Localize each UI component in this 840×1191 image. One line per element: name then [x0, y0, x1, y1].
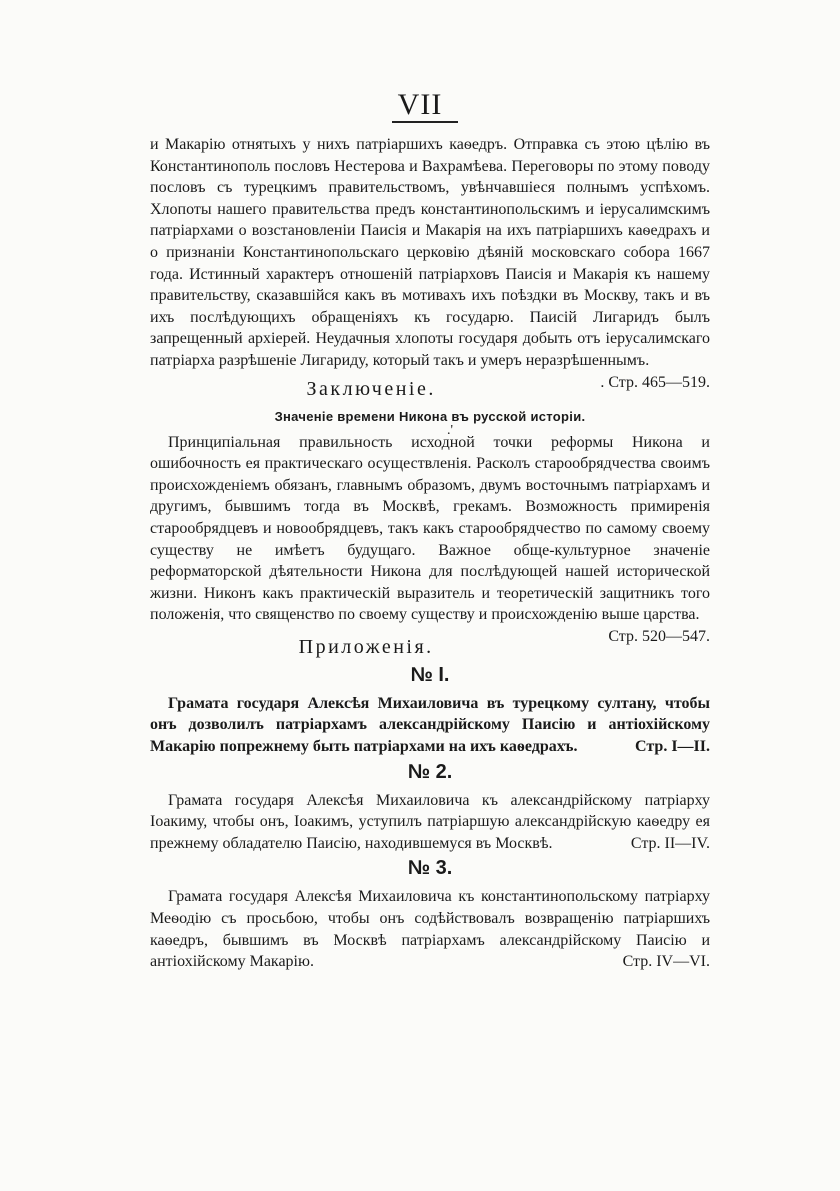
continuation-text: и Макарiю отнятыхъ у нихъ патрiаршихъ каѳедръ. Отправка съ этою цѣлiю въ Константинополь пословъ Нестерова и Вахрамѣева. Переговоры по этому поводу пословъ съ турецкимъ правительствомъ, увѣнчавшiеся полнымъ успѣхомъ. Хлопоты нашего правительства предъ константинопольскимъ и iерусалимскимъ патрiархами о возстановленiи Паисiя и Макарiя на ихъ патрiаршихъ каѳедрахъ и о признанiи Константинопольскаго церковiю дѣянiй московскаго собора 1667 года. Истинный характеръ отношенiй патрiарховъ Паисiя и Макарiя къ нашему правительству, сказавшiйся какъ въ мотивахъ ихъ поѣздки въ Москву, такъ и въ ихъ послѣдующихъ обращенiяхъ къ государю. Паисiй Лигаридъ былъ запрещенный архiерей. Неудачныя хлопоты государя добыть отъ iерусалимскаго патрiарха разрѣшенiе Лигариду, который такъ и умеръ неразрѣшеннымъ. [150, 136, 710, 369]
conclusion-text: Принципiальная правильность исходной точки реформы Никона и ошибочность ея практическаго осуществленiя. Расколъ старообрядчества своимъ происхожденiемъ обязанъ, главнымъ образомъ, двумъ восточнымъ патрiархамъ и другимъ, бывшимъ тогда въ Москвѣ, грекамъ. Возможность примиренiя старообрядцевъ и новообрядцевъ, такъ какъ старообрядчество по самому своему существу не имѣетъ будущаго. Важное обще-культурное значенiе реформаторской дѣятельности Никона для послѣдующей нашей исторической жизни. Никонъ какъ практическiй выразитель и теоретическiй защитникъ того положенiя, что священство по своему существу и происхожденiю выше царства. [150, 433, 710, 624]
appendix-pages: Стр. II—IV. [630, 834, 710, 852]
appendix-number: № I. [410, 663, 450, 686]
conclusion-subheading: Значенiе времени Никона въ русской исторiи. [274, 408, 586, 424]
appendices-heading: Приложенiя. [298, 635, 434, 658]
conclusion-pages: Стр. 520—547. [608, 627, 710, 645]
appendix-text: Грамата государя Алексѣя Михаиловича къ александрiйскому патрiарху Iоакиму, чтобы онъ, Iоакимъ, уступилъ патрiаршую александрiйскую каѳедру ея прежнему обладателю Паисiю, находившемуся въ Москвѣ. [150, 791, 710, 852]
contents-column [150, 134, 710, 973]
appendix-pages: Стр. IV—VI. [622, 953, 710, 971]
conclusion-paragraph [150, 432, 710, 645]
page-number-rule [392, 121, 458, 123]
appendix-text: Грамата государя Алексѣя Михаиловича къ константинопольскому патрiарху Меѳодiю съ просьбою, чтобы онъ содѣйствовалъ возвращенiю патрiаршихъ каѳедръ, бывшимъ въ Москвѣ патрiархамъ александрiйскому Паисiю и антiохiйскому Макарiю. [150, 888, 710, 971]
appendix-entry [150, 886, 710, 972]
page-number: VII [397, 88, 443, 121]
continuation-pages: . Стр. 465—519. [600, 373, 710, 391]
conclusion-heading: Заключенiе. [306, 377, 436, 400]
appendix-number: № 3. [407, 857, 453, 880]
appendix-pages: Стр. I—II. [635, 738, 710, 756]
appendix-number: № 2. [407, 760, 453, 783]
appendix-entry [150, 693, 710, 758]
printer-mark: .' [447, 423, 454, 438]
appendix-text: Грамата государя Алексѣя Михаиловича въ турецкому султану, чтобы онъ дозволилъ патрiархамъ александрiйскому Паисiю и антiохiйскому Макарiю попрежнему быть патрiархами на ихъ каѳедрахъ. [150, 694, 710, 756]
appendix-entry [150, 790, 710, 855]
